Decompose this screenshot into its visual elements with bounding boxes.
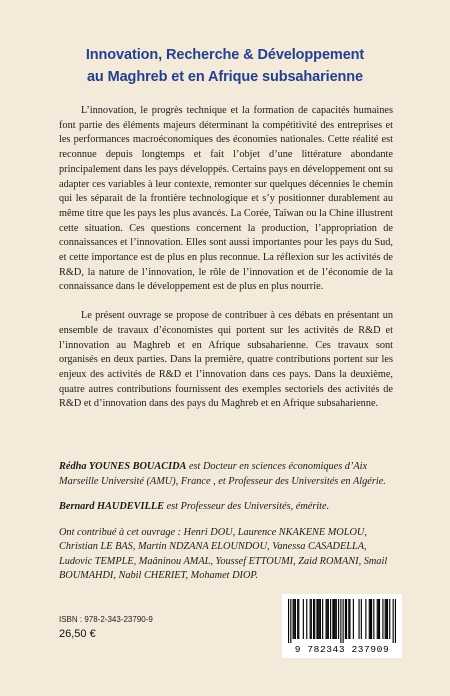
barcode-bar (349, 599, 350, 639)
barcode-bar (373, 599, 374, 639)
barcode-bar (386, 599, 387, 639)
author-1-bio: est Docteur en sciences économiques d’Aix Marseille Université (AMU), France , et Professeur des Universités en Algérie. (59, 461, 386, 487)
author-1-name: Rédha YOUNES BOUACIDA (59, 461, 187, 472)
barcode-bar (332, 599, 333, 639)
barcode-bar (336, 599, 337, 639)
barcode-bar (393, 599, 394, 643)
barcode-bar (371, 599, 372, 639)
barcode (282, 594, 402, 658)
summary-paragraph-1: L’innovation, le progrès technique et la formation de capacités humaines font partie des éléments majeurs déterminant la compétitivité des entreprises et les performances macroéconomiques des économies nationales. Cette réalité est reconnue depuis longtemps et fait l’objet d’une littérature abondante principalement dans les pays développés. Certains pays en développement ont su adapter ces variables à leur contexte, remonter sur quelques décennies le chemin qui les séparait de la frontière technologique et s’y positionner durablement au même titre que les pays les plus avancés. La Corée, Taïwan ou la Chine illustrent cette situation. Ces questions concernent la production, l’appropriation de connaissances et l’innovation. Elles sont aussi importantes pour les pays du Sud, et cette importance est de plus en plus reconnue. La réflexion sur les activités de R&D, la nature de l’innovation, le rôle de l’innovation et de l’économie de la connaissance dans le développement est de plus en plus nourrie. (59, 105, 393, 293)
author-1 (59, 460, 393, 489)
barcode-bar (328, 599, 329, 639)
book-title (20, 44, 430, 88)
barcode-bar (378, 599, 379, 639)
barcode-bar (365, 599, 366, 639)
barcode-bar (389, 599, 390, 639)
barcode-bar (387, 599, 388, 639)
barcode-bar (370, 599, 371, 639)
barcode-bar (288, 599, 289, 643)
contributors: Ont contribué à cet ouvrage : Henri DOU, Laurence NKAKENE MOLOU, Christian LE BAS, Martin NDZANA ELOUNDOU, Vanessa CASADELLA, Ludovic TEMPLE, Maâninou AMAL, Youssef ETTOUMI, Zaid ROMANI, Smail BOUMAHDI, Nabil CHERIET, Mohamet DIOP. (59, 526, 388, 581)
barcode-bar (358, 599, 359, 639)
barcode-bar (319, 599, 320, 639)
barcode-bar (320, 599, 321, 639)
barcode-bar (298, 599, 299, 639)
barcode-bar (303, 599, 304, 639)
barcode-bar (313, 599, 314, 639)
authors-section (59, 460, 393, 584)
barcode-bar (330, 599, 331, 639)
barcode-bar (316, 599, 317, 639)
barcode-bar (306, 599, 307, 639)
barcode-bar (318, 599, 319, 639)
barcode-bar (294, 599, 295, 639)
barcode-bar (311, 599, 312, 639)
isbn: ISBN : 978-2-343-23790-9 (59, 615, 153, 624)
barcode-bar (345, 599, 346, 639)
barcode-bar (377, 599, 378, 639)
barcode-bar (293, 599, 294, 639)
price: 26,50 € (59, 628, 96, 640)
barcode-bar (297, 599, 298, 639)
barcode-bar (335, 599, 336, 639)
barcode-bar (340, 599, 341, 643)
barcode-bar (379, 599, 380, 639)
barcode-bar (395, 599, 396, 643)
barcode-bar (295, 599, 296, 639)
barcode-bar (369, 599, 370, 639)
barcode-number: 9 782343 237909 (294, 644, 390, 655)
barcode-bar (361, 599, 362, 639)
barcode-bar (348, 599, 349, 639)
barcode-bars (288, 599, 396, 643)
barcode-bar (333, 599, 334, 639)
barcode-bar (310, 599, 311, 639)
author-2 (59, 500, 393, 515)
title-line-2: au Maghreb et en Afrique subsaharienne (86, 69, 364, 85)
author-2-name: Bernard HAUDEVILLE (59, 501, 164, 512)
barcode-bar (353, 599, 354, 639)
barcode-bar (290, 599, 291, 643)
barcode-bar (338, 599, 339, 639)
barcode-bar (346, 599, 347, 639)
barcode-bar (382, 599, 383, 639)
barcode-bar (327, 599, 328, 639)
barcode-bar (322, 599, 323, 639)
barcode-bar (326, 599, 327, 639)
barcode-bar (385, 599, 386, 639)
author-2-bio: est Professeur des Universités, émérite. (164, 501, 330, 512)
barcode-bar (314, 599, 315, 639)
barcode-bar (343, 599, 344, 643)
summary-text (59, 104, 393, 412)
summary-paragraph-2: Le présent ouvrage se propose de contribuer à ces débats en présentant un ensemble de travaux d’économistes qui portent sur les activités de R&D et l’innovation au Maghreb et en Afrique subsaharienne. Ces travaux sont organisés en deux parties. Dans la première, quatre contributions portent sur les enjeux des activités de R&D et l’innovation dans ces pays. Dans la deuxième, quatre autres contributions fournissent des exemples sectoriels des activités de R&D et d’innovation dans des pays du Maghreb et en Afrique subsaharienne. (59, 310, 393, 410)
title-line-1: Innovation, Recherche & Développement (85, 47, 365, 63)
